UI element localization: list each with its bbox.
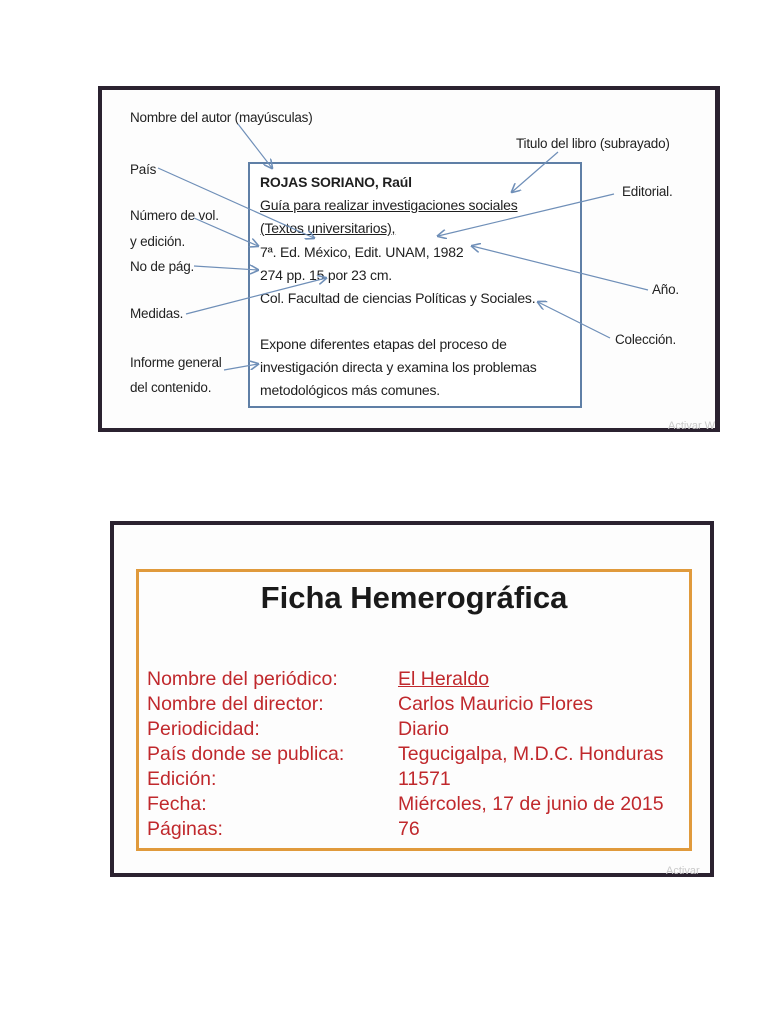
watermark-activar-1: Activar W (668, 420, 716, 432)
hemerographic-card (136, 569, 692, 851)
row-label-paginas: Páginas: (147, 818, 223, 840)
label-no-pag: No de pág. (130, 259, 195, 274)
row-value-periodicidad: Diario (398, 718, 449, 740)
card-summary-line2: investigación directa y examina los problemas (260, 359, 537, 375)
row-label-fecha: Fecha: (147, 793, 207, 815)
row-value-paginas: 76 (398, 818, 420, 840)
label-titulo: Titulo del libro (subrayado) (516, 136, 670, 151)
card-author: ROJAS SORIANO, Raúl (260, 174, 412, 190)
label-coleccion: Colección. (615, 332, 677, 347)
card-title-line2: (Textos universitarios), (260, 220, 396, 236)
card-summary-line3: metodológicos más comunes. (260, 382, 440, 398)
label-anio: Año. (652, 282, 679, 297)
row-label-pais: País donde se publica: (147, 743, 345, 765)
label-informe-general: Informe general (130, 355, 222, 370)
row-value-pais: Tegucigalpa, M.D.C. Honduras (398, 743, 664, 765)
row-value-edicion: 11571 (398, 768, 451, 790)
label-numero-vol: Número de vol. (130, 208, 219, 223)
row-label-director: Nombre del director: (147, 693, 324, 715)
row-value-periodico: El Heraldo (398, 668, 490, 690)
row-label-periodico: Nombre del periódico: (147, 668, 338, 690)
row-label-periodicidad: Periodicidad: (147, 718, 260, 740)
row-label-edicion: Edición: (147, 768, 217, 790)
card-title-line1: Guía para realizar investigaciones sociales (260, 197, 518, 213)
label-autor: Nombre del autor (mayúsculas) (130, 110, 313, 125)
watermark-activar-2: Activar (666, 865, 700, 877)
label-medidas: Medidas. (130, 306, 184, 321)
row-value-director: Carlos Mauricio Flores (398, 693, 594, 715)
card-summary-line1: Expone diferentes etapas del proceso de (260, 336, 507, 352)
card-collection: Col. Facultad de ciencias Políticas y Sociales. (260, 290, 536, 306)
label-y-edicion: y edición. (130, 234, 186, 249)
label-editorial: Editorial. (622, 184, 673, 199)
ficha-hemerografica-panel (110, 521, 714, 877)
hemerographic-title: Ficha Hemerográfica (260, 580, 568, 615)
bibliographic-card (248, 162, 582, 408)
card-edition: 7ª. Ed. México, Edit. UNAM, 1982 (260, 244, 464, 260)
row-value-fecha: Miércoles, 17 de junio de 2015 (398, 793, 664, 815)
label-pais: País (130, 162, 157, 177)
label-del-contenido: del contenido. (130, 380, 212, 395)
card-pages: 274 pp. 15 por 23 cm. (260, 267, 392, 283)
ficha-bibliografica-panel (98, 86, 720, 432)
